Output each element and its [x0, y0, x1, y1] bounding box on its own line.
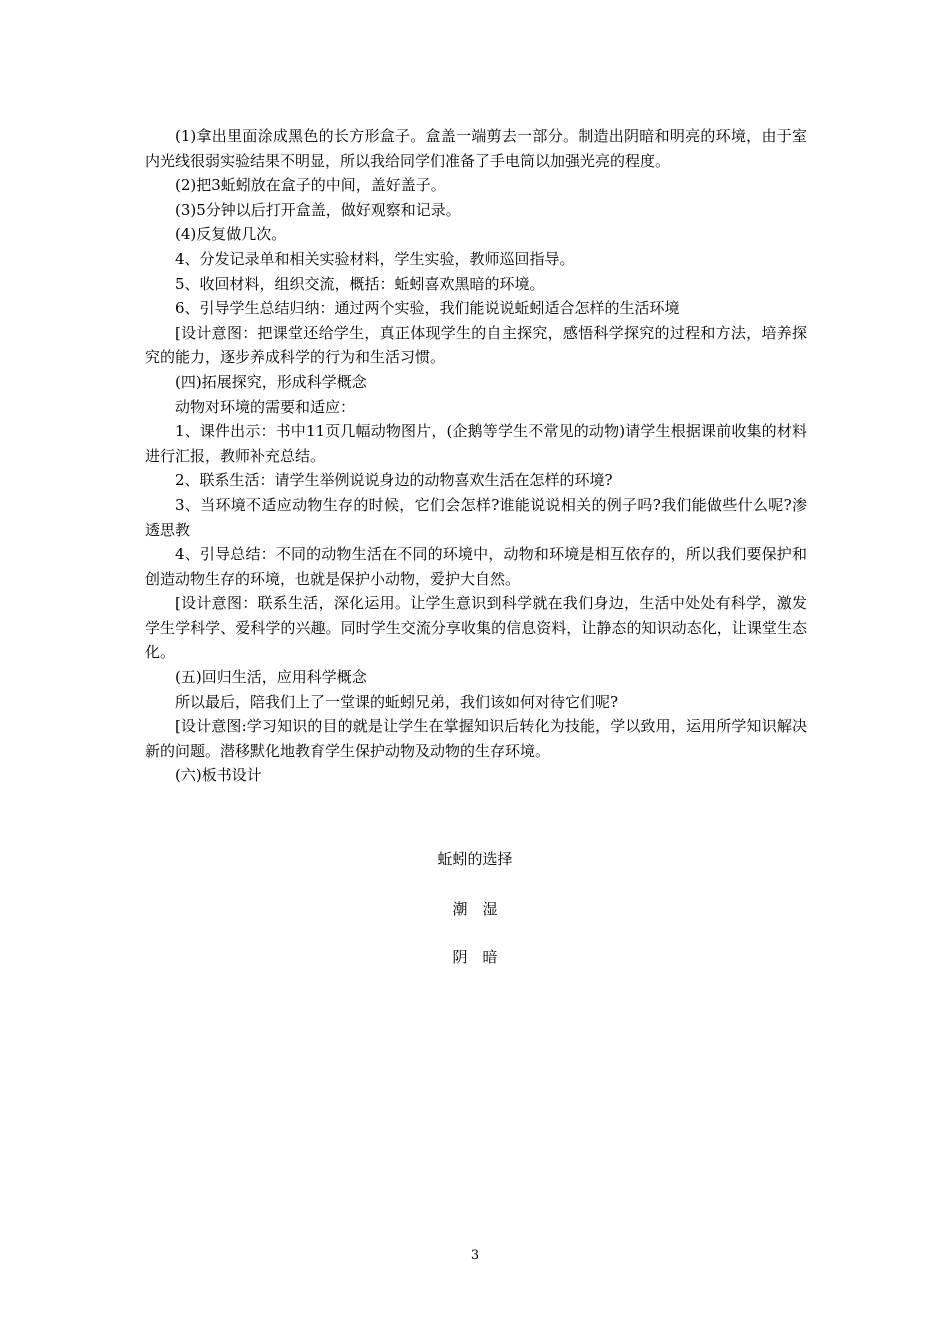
blackboard-title: 蚯蚓的选择	[437, 850, 513, 868]
section-heading-4: (四)拓展探究，形成科学概念	[175, 372, 367, 391]
paragraph-step-2: (2)把3蚯蚓放在盒子的中间，盖好盖子。	[175, 176, 446, 195]
paragraph-adaptation-intro: 动物对环境的需要和适应：	[175, 397, 356, 416]
paragraph-collect-materials: 5、收回材料，组织交流，概括：蚯蚓喜欢黑暗的环境。	[175, 274, 545, 293]
paragraph-step-3: (3)5分钟以后打开盒盖，做好观察和记录。	[175, 200, 461, 219]
paragraph-design-intent-3: [设计意图:学习知识的目的就是让学生在掌握知识后转化为技能，学以致用，运用所学知识解决新的问题。潜移默化地教育学生保护动物及动物的生存环境。	[145, 717, 807, 760]
paragraph-environment-question: 3、当环境不适应动物生存的时候，它们会怎样?谁能说说相关的例子吗?我们能做些什么呢?渗透思教	[145, 495, 807, 539]
blackboard-item-dark: 阴 暗	[452, 948, 498, 966]
paragraph-step-1: (1)拿出里面涂成黑色的长方形盒子。盒盖一端剪去一部分。制造出阴暗和明亮的环境，由于室内光线很弱实验结果不明显，所以我给同学们准备了手电筒以加强光亮的程度。	[145, 127, 807, 170]
paragraph-design-intent-2: [设计意图：联系生活，深化运用。让学生意识到科学就在我们身边，生活中处处有科学，激发学生学科学、爱科学的兴趣。同时学生交流分享收集的信息资料，让静态的知识动态化，让课堂生态化。	[145, 594, 807, 662]
paragraph-final-question: 所以最后，陪我们上了一堂课的蚯蚓兄弟，我们该如何对待它们呢?	[175, 692, 619, 711]
lesson-plan-body	[145, 124, 807, 788]
blackboard-item-humid: 潮 湿	[452, 900, 498, 918]
paragraph-connect-life: 2、联系生活：请学生举例说说身边的动物喜欢生活在怎样的环境?	[175, 471, 613, 490]
paragraph-guided-summary: 4、引导总结：不同的动物生活在不同的环境中，动物和环境是相互依存的，所以我们要保护和创造动物生存的环境，也就是保护小动物，爱护大自然。	[145, 545, 807, 588]
paragraph-distribute-materials: 4、分发记录单和相关实验材料，学生实验，教师巡回指导。	[175, 249, 575, 268]
section-heading-5: (五)回归生活，应用科学概念	[175, 668, 367, 687]
section-heading-6: (六)板书设计	[175, 766, 262, 785]
paragraph-summary-guidance: 6、引导学生总结归纳：通过两个实验，我们能说说蚯蚓适合怎样的生活环境	[175, 299, 680, 318]
paragraph-courseware: 1、课件出示：书中11页几幅动物图片，(企鹅等学生不常见的动物)请学生根据课前收集的材料进行汇报，教师补充总结。	[145, 422, 807, 465]
paragraph-design-intent-1: [设计意图：把课堂还给学生，真正体现学生的自主探究，感悟科学探究的过程和方法，培养探究的能力，逐步养成科学的行为和生活习惯。	[145, 323, 807, 367]
paragraph-step-4: (4)反复做几次。	[175, 225, 287, 244]
page-number: 3	[470, 1248, 480, 1263]
